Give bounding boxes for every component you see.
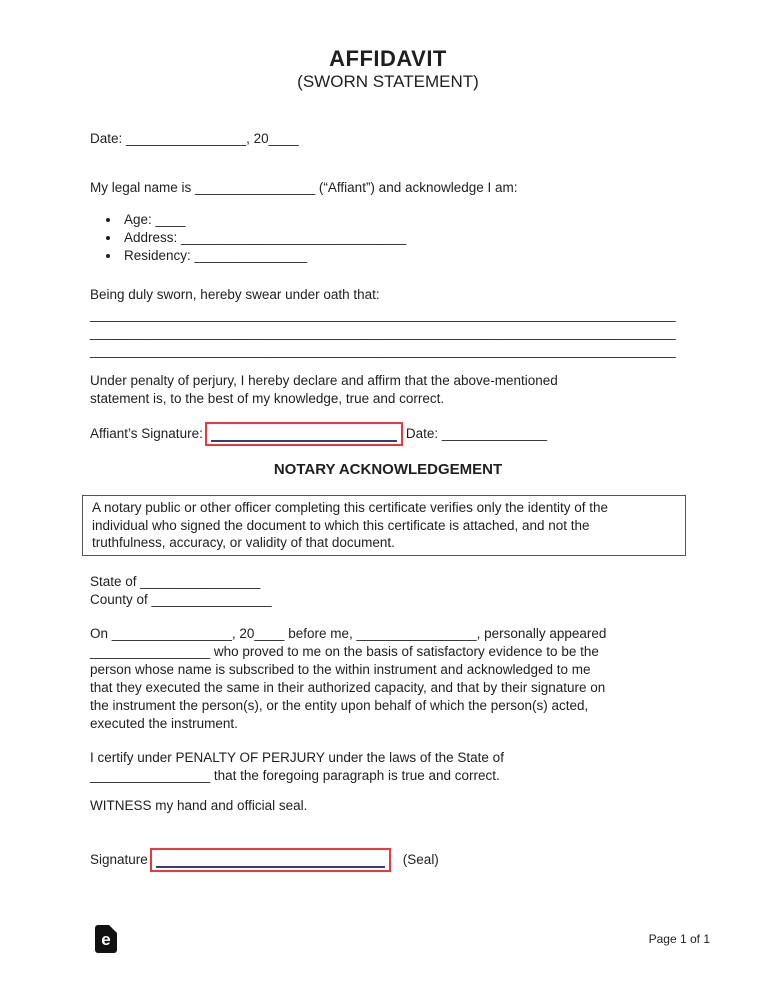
certify-paragraph [90, 749, 686, 785]
signature-underline [211, 440, 397, 442]
seal-label: (Seal) [402, 851, 439, 867]
statement-blank-lines [90, 306, 686, 360]
affiant-signature-row [90, 422, 686, 446]
notary-signature-row [90, 848, 686, 872]
eforms-logo [95, 925, 117, 953]
state-line: State of ________________ [90, 573, 261, 589]
notary-heading: NOTARY ACKNOWLEDGEMENT [273, 461, 503, 478]
statement-blank-line-2: ______________________________________________________________________________ [90, 325, 676, 340]
document-title: AFFIDAVIT [329, 46, 447, 71]
age-item: • Age: ____ [121, 211, 686, 229]
paragraph-line: ________________ that the foregoing paragraph is true and correct. [90, 767, 500, 783]
residency-item: • Residency: _______________ [121, 247, 686, 265]
address-item: • Address: ______________________________ [121, 229, 686, 247]
sworn-intro-line: Being duly sworn, hereby swear under oath that: [90, 287, 380, 302]
paragraph-line: person whose name is subscribed to the within instrument and acknowledged to me [90, 661, 591, 677]
paragraph-line: ________________ who proved to me on the basis of satisfactory evidence to be the [90, 643, 599, 659]
appearance-paragraph [90, 625, 686, 733]
affiant-details-list [90, 211, 686, 265]
witness-line: WITNESS my hand and official seal. [90, 797, 308, 813]
county-line: County of ________________ [90, 591, 272, 607]
disclaimer-line: A notary public or other officer completing this certificate verifies only the identity of the [92, 500, 609, 515]
paragraph-line: statement is, to the best of my knowledge, true and correct. [90, 391, 445, 406]
date-line: Date: ________________, 20____ [90, 131, 299, 146]
disclaimer-line: individual who signed the document to which this certificate is attached, and not the [92, 517, 590, 533]
paragraph-line: that they executed the same in their authorized capacity, and that by their signature on [90, 679, 606, 695]
affiant-signature-label: Affiant’s Signature: [90, 426, 203, 441]
paragraph-line: On ________________, 20____ before me, ________________, personally appeared [90, 625, 607, 641]
paragraph-line: I certify under PENALTY OF PERJURY under the laws of the State of [90, 749, 504, 765]
legal-name-line: My legal name is ________________ (“Affiant”) and acknowledge I am: [90, 180, 518, 195]
perjury-paragraph [90, 372, 686, 408]
paragraph-line: executed the instrument. [90, 715, 238, 731]
paragraph-line: the instrument the person(s), or the entity upon behalf of which the person(s) acted, [90, 697, 589, 713]
affiant-signature-field[interactable] [205, 422, 403, 446]
page-number: Page 1 of 1 [648, 932, 710, 946]
logo-letter: e [101, 930, 111, 949]
paragraph-line: Under penalty of perjury, I hereby declare and affirm that the above-mentioned [90, 373, 558, 388]
statement-blank-line-1: ______________________________________________________________________________ [90, 307, 676, 322]
notary-signature-label: Signature [90, 851, 148, 867]
statement-blank-line-3: ______________________________________________________________________________ [90, 343, 676, 358]
affiant-date-label: Date: ______________ [405, 426, 547, 441]
disclaimer-line: truthfulness, accuracy, or validity of that document. [92, 535, 395, 550]
notary-disclaimer-box [82, 495, 686, 556]
jurisdiction-block [90, 573, 686, 609]
document-subtitle: (SWORN STATEMENT) [297, 72, 479, 91]
notary-signature-field[interactable] [150, 848, 391, 872]
signature-underline [156, 866, 385, 868]
